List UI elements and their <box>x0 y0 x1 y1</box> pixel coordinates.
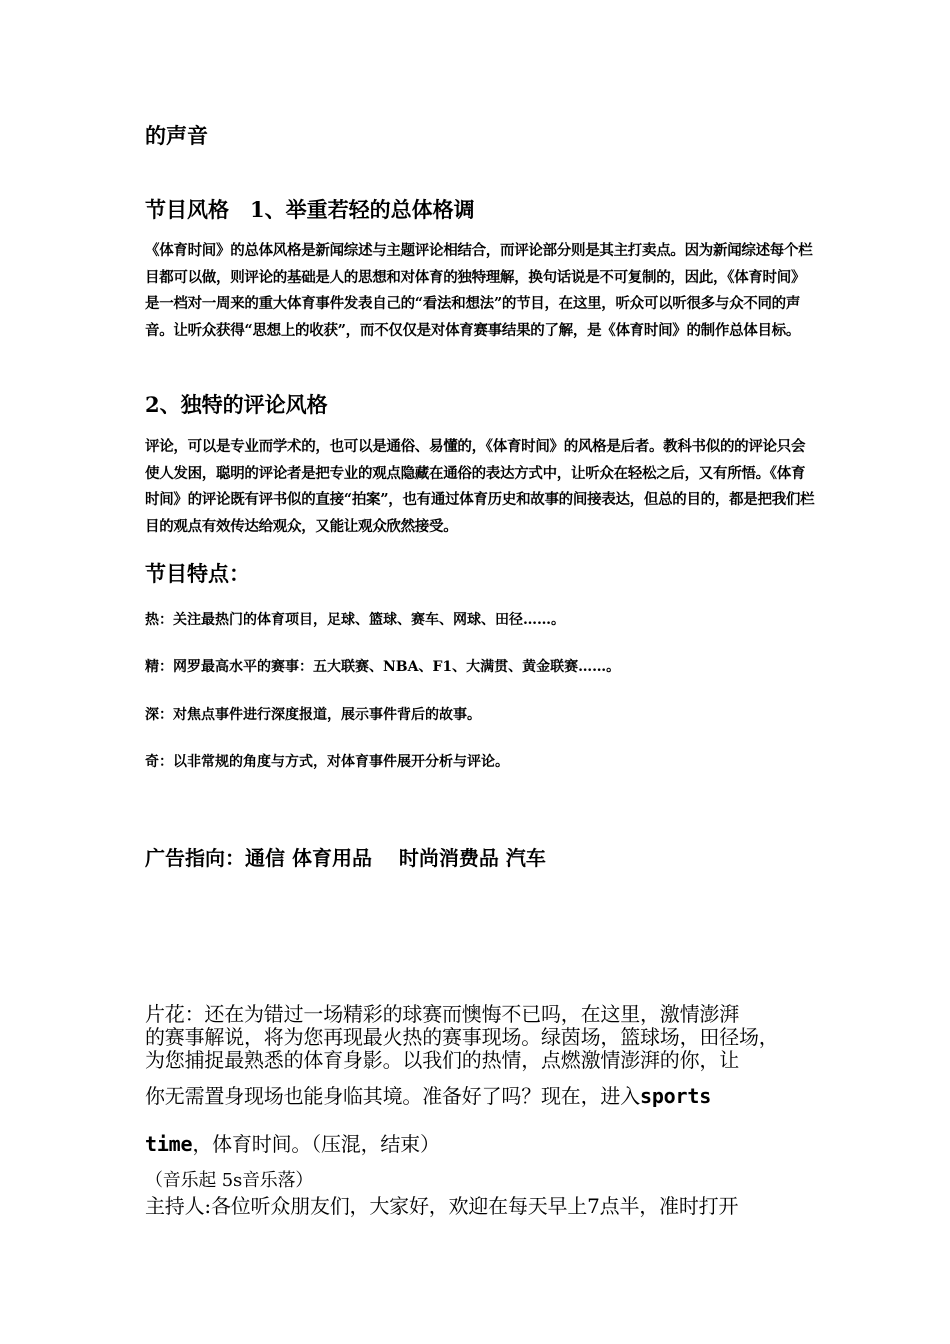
style-paragraph: 《体育时间》的总体风格是新闻综述与主题评论相结合，而评论部分则是其主打卖点。因为新闻综述每个栏目都可以做，则评论的基础是人的思想和对体育的独特理解，换句话说是不可复制的，因此，《体育时间》是一档对一周来的重大体育事件发表自己的“看法和想法”的节目，在这里，听众可以听很多与众不同的声音。让听众获得“思想上的收获”，而不仅仅是对体育赛事结果的了解，是《体育时间》的制作总体目标。 <box>145 242 813 339</box>
top-fragment: 的声音 <box>145 123 208 148</box>
promo-text: 你无需置身现场也能身临其境。准备好了吗？现在，进入 <box>145 1084 640 1108</box>
host-line: 主持人:各位听众朋友们，大家好，欢迎在每天早上7点半，准时打开 <box>145 1194 739 1218</box>
promo-text: ，体育时间。（压混，结束） <box>192 1132 440 1156</box>
feature-item-best: 精：网罗最高水平的赛事：五大联赛、NBA、F1、大满贯、黄金联赛……。 <box>145 659 621 675</box>
promo-line: 为您捕捉最熟悉的体育身影。以我们的热情，点燃激情澎湃的你，让 <box>145 1048 739 1072</box>
ad-direction: 广告指向：通信 体育用品 时尚消费品 汽车 <box>145 846 546 870</box>
feature-item-hot: 热：关注最热门的体育项目，足球、篮球、赛车、网球、田径……。 <box>145 612 565 628</box>
promo-sports-word: sports <box>640 1084 712 1108</box>
feature-item-deep: 深：对焦点事件进行深度报道，展示事件背后的故事。 <box>145 707 481 723</box>
comment-paragraph: 评论，可以是专业而学术的，也可以是通俗、易懂的，《体育时间》的风格是后者。教科书似的的评论只会使人发困，聪明的评论者是把专业的观点隐藏在通俗的表达方式中，让听众在轻松之后，又有所悟。《体育时间》的评论既有评书似的直接“拍案”，也有通过体育历史和故事的间接表达，但总的目的，都是把我们栏目的观点有效传达给观众，又能让观众欣然接受。 <box>145 438 815 535</box>
feature-item-unique: 奇：以非常规的角度与方式，对体育事件展开分析与评论。 <box>145 754 509 770</box>
music-cue: （音乐起 5s音乐落） <box>145 1170 314 1191</box>
promo-line: 片花：还在为错过一场精彩的球赛而懊悔不已吗，在这里，激情澎湃 <box>145 1002 739 1026</box>
promo-line <box>145 1131 440 1158</box>
promo-time-word: time <box>145 1132 193 1156</box>
comment-heading: 2、独特的评论风格 <box>145 392 328 417</box>
features-heading: 节目特点： <box>145 561 250 586</box>
style-heading: 节目风格 1、举重若轻的总体格调 <box>145 197 475 222</box>
promo-line <box>145 1083 711 1110</box>
promo-line: 的赛事解说，将为您再现最火热的赛事现场。绿茵场，篮球场，田径场， <box>145 1025 779 1049</box>
